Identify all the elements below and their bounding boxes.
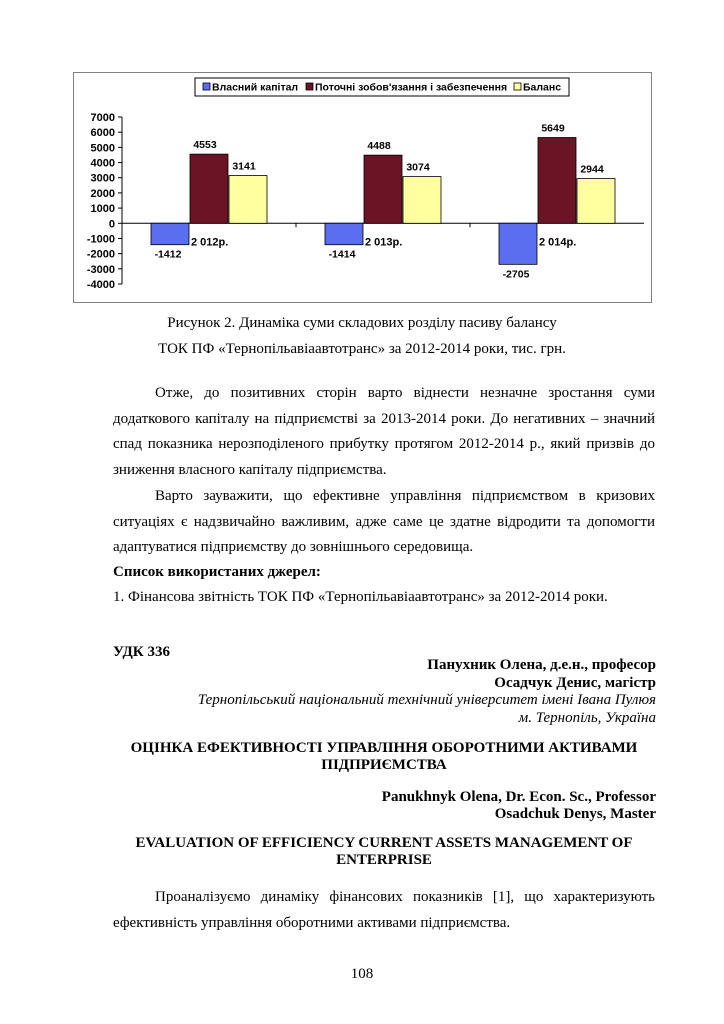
x-category-label: 2 012р. <box>191 236 229 249</box>
bar <box>403 177 441 224</box>
y-tick-label: 6000 <box>90 127 115 140</box>
title-en-line1: EVALUATION OF EFFICIENCY CURRENT ASSETS MANAGEMENT OF <box>135 835 633 851</box>
bar <box>577 179 615 224</box>
udk-code: УДК 336 <box>113 644 170 660</box>
affiliation-university: Тернопільський національний технічний університет імені Івана Пулюя <box>197 692 656 708</box>
paragraph-2: Варто зауважити, що ефективне управління підприємством в кризових ситуаціях є надзвичайно важливим, адже саме це здатне відродити та допомогти адаптуватися підприємству до зовнішнього середовища. <box>113 488 655 555</box>
data-label: 4553 <box>193 139 217 152</box>
y-tick-label: 1000 <box>90 203 115 216</box>
data-label: -2705 <box>502 268 530 281</box>
y-tick-label: 3000 <box>90 172 115 185</box>
data-label: 2944 <box>580 163 604 176</box>
author-ua-2: Осадчук Денис, магістр <box>494 675 656 691</box>
bar <box>325 223 363 244</box>
y-tick-label: 7000 <box>90 112 115 124</box>
y-tick-label: 0 <box>108 218 115 231</box>
bar <box>364 155 402 223</box>
x-category-label: 2 014р. <box>539 236 577 249</box>
bar <box>499 223 537 264</box>
y-tick-label: -1000 <box>86 233 115 246</box>
figure-caption-line2: ТОК ПФ «Тернопільавіаавтотранс» за 2012-2014 роки, тис. грн. <box>158 341 566 357</box>
bar <box>229 176 267 224</box>
legend-swatch <box>306 83 313 90</box>
y-tick-label: 4000 <box>90 157 115 170</box>
y-tick-label: -2000 <box>86 248 115 261</box>
title-ua-line2: ПІДПРИЄМСТВА <box>321 757 447 773</box>
bar <box>190 154 228 223</box>
y-tick-label: 5000 <box>90 142 115 155</box>
x-category-label: 2 013р. <box>365 236 403 249</box>
figure-caption-line1: Рисунок 2. Динаміка суми складових розділу пасиву балансу <box>167 315 557 331</box>
author-en-2: Osadchuk Denys, Master <box>494 806 656 822</box>
reference-item: 1. Фінансова звітність ТОК ПФ «Тернопільавіаавтотранс» за 2012-2014 роки. <box>113 589 608 605</box>
legend-label: Поточні зобов'язання і забезпечення <box>315 81 508 94</box>
data-label: 5649 <box>541 122 565 135</box>
legend-swatch <box>203 83 210 90</box>
bar <box>151 223 189 244</box>
legend-label: Власний капітал <box>212 81 299 94</box>
paragraph-1: Отже, до позитивних сторін варто віднести незначне зростання суми додаткового капіталу на підприємстві за 2013-2014 роки. До негативних – значний спад показника нерозподіленого прибутку протягом 2012-2014 р., який призвів до зниження власного капіталу підприємства. <box>113 385 655 478</box>
data-label: 3074 <box>406 161 430 174</box>
chart-frame <box>73 72 652 303</box>
bar-chart <box>74 73 651 302</box>
y-tick-label: -4000 <box>86 279 115 291</box>
title-en-line2: ENTERPRISE <box>336 852 432 868</box>
data-label: -1412 <box>154 248 182 261</box>
data-label: 4488 <box>367 140 391 153</box>
data-label: 3141 <box>232 160 256 173</box>
legend-label: Баланс <box>523 81 562 94</box>
title-ua-line1: ОЦІНКА ЕФЕКТИВНОСТІ УПРАВЛІННЯ ОБОРОТНИМИ АКТИВАМИ <box>130 740 638 756</box>
affiliation-city: м. Тернопіль, Україна <box>518 710 656 726</box>
y-tick-label: 2000 <box>90 187 115 200</box>
page-number: 108 <box>350 966 374 982</box>
bar <box>538 138 576 224</box>
intro-paragraph: Проаналізуємо динаміку фінансових показників [1], що характеризують ефективність управління оборотними активами підприємства. <box>113 889 655 931</box>
author-en-1: Panukhnyk Olena, Dr. Econ. Sc., Professor <box>381 789 656 805</box>
references-heading: Список використаних джерел: <box>113 564 321 580</box>
author-ua-1: Панухник Олена, д.е.н., професор <box>427 657 656 673</box>
legend-swatch <box>514 83 521 90</box>
y-tick-label: -3000 <box>86 263 115 276</box>
data-label: -1414 <box>328 248 356 261</box>
